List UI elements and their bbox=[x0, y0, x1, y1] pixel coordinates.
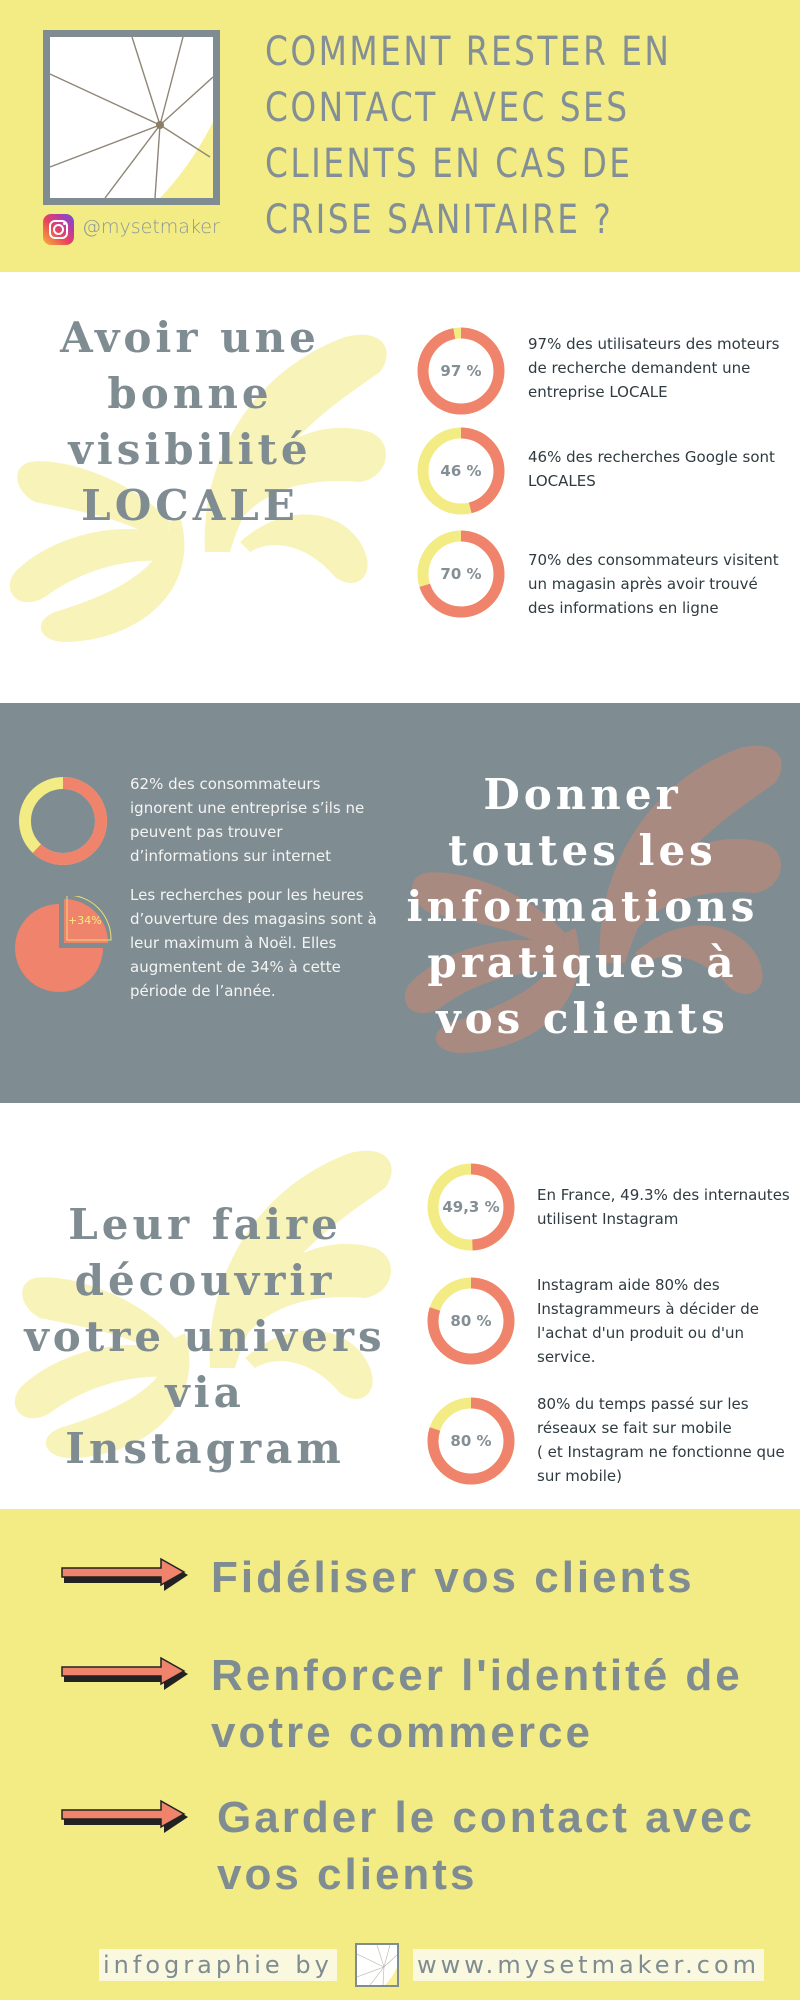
pie-chart-plus-34 bbox=[14, 896, 114, 996]
stat-text: 97% des utilisateurs des moteurs de recherche demandent une entreprise LOCALE bbox=[528, 335, 780, 401]
credit-label: infographie by bbox=[99, 1949, 337, 1981]
donut-label: 97 % bbox=[440, 362, 482, 380]
umbrella-icon bbox=[357, 1945, 397, 1985]
donut-chart-80 bbox=[427, 1277, 515, 1365]
donut-label: 49,3 % bbox=[442, 1198, 500, 1216]
stat-text: 70% des consommateurs visitent un magasin après avoir trouvé des informations en ligne bbox=[528, 551, 779, 617]
donut-chart-97 bbox=[417, 327, 505, 415]
benefit-item: Garder le contact avec vos clients bbox=[217, 1793, 756, 1899]
donut-chart-46 bbox=[417, 427, 505, 515]
section-instagram bbox=[0, 1103, 800, 1509]
stat-text: En France, 49.3% des internautes utilisent Instagram bbox=[537, 1186, 790, 1228]
donut-label: 80 % bbox=[450, 1312, 492, 1330]
pie-label: +34% bbox=[68, 914, 102, 927]
donut-label: 80 % bbox=[450, 1432, 492, 1450]
website-link[interactable]: www.mysetmaker.com bbox=[413, 1949, 764, 1981]
stat-text: Les recherches pour les heures d’ouverture des magasins sont à leur maximum à Noël. Elles augmentent de 34% à cette période de l’année. bbox=[130, 886, 377, 1000]
benefit-item: Fidéliser vos clients bbox=[211, 1553, 695, 1602]
stat-text: 62% des consommateurs ignorent une entreprise s’ils ne peuvent pas trouver d’informations sur internet bbox=[130, 775, 365, 865]
page-title: COMMENT RESTER EN CONTACT AVEC SES CLIENTS EN CAS DE CRISE SANITAIRE ? bbox=[265, 29, 672, 243]
header-banner bbox=[0, 0, 800, 272]
donut-chart-80-mobile bbox=[427, 1397, 515, 1485]
umbrella-logo bbox=[43, 30, 220, 205]
umbrella-icon bbox=[50, 37, 213, 198]
benefit-item: Renforcer l'identité de votre commerce bbox=[211, 1651, 743, 1757]
donut-chart-70 bbox=[417, 530, 505, 618]
section-title: Leur faire découvrir votre univers via Instagram bbox=[24, 1200, 386, 1473]
donut-chart-62 bbox=[19, 777, 107, 865]
section-title: Donner toutes les informations pratiques à vos clients bbox=[406, 770, 759, 1043]
donut-label: 70 % bbox=[440, 565, 482, 583]
section-local-visibility bbox=[0, 272, 800, 703]
section-practical-info bbox=[0, 703, 800, 1103]
stat-text: 46% des recherches Google sont LOCALES bbox=[528, 448, 775, 490]
stat-text: 80% du temps passé sur les réseaux se fait sur mobile ( et Instagram ne fonctionne que sur mobile) bbox=[537, 1395, 785, 1485]
section-title: Avoir une bonne visibilité LOCALE bbox=[60, 313, 320, 530]
arrow-right-icon bbox=[60, 1656, 190, 1692]
donut-label: 46 % bbox=[440, 462, 482, 480]
instagram-icon[interactable] bbox=[43, 214, 74, 245]
arrow-right-icon bbox=[60, 1799, 190, 1835]
footer-benefits bbox=[0, 1509, 800, 2000]
donut-chart-49-3 bbox=[427, 1163, 515, 1251]
arrow-right-icon bbox=[60, 1557, 190, 1593]
mysetmaker-logo bbox=[355, 1943, 399, 1987]
stat-text: Instagram aide 80% des Instagrammeurs à décider de l'achat d'un produit ou d'un service. bbox=[537, 1276, 759, 1366]
instagram-handle[interactable]: @mysetmaker bbox=[82, 216, 220, 238]
